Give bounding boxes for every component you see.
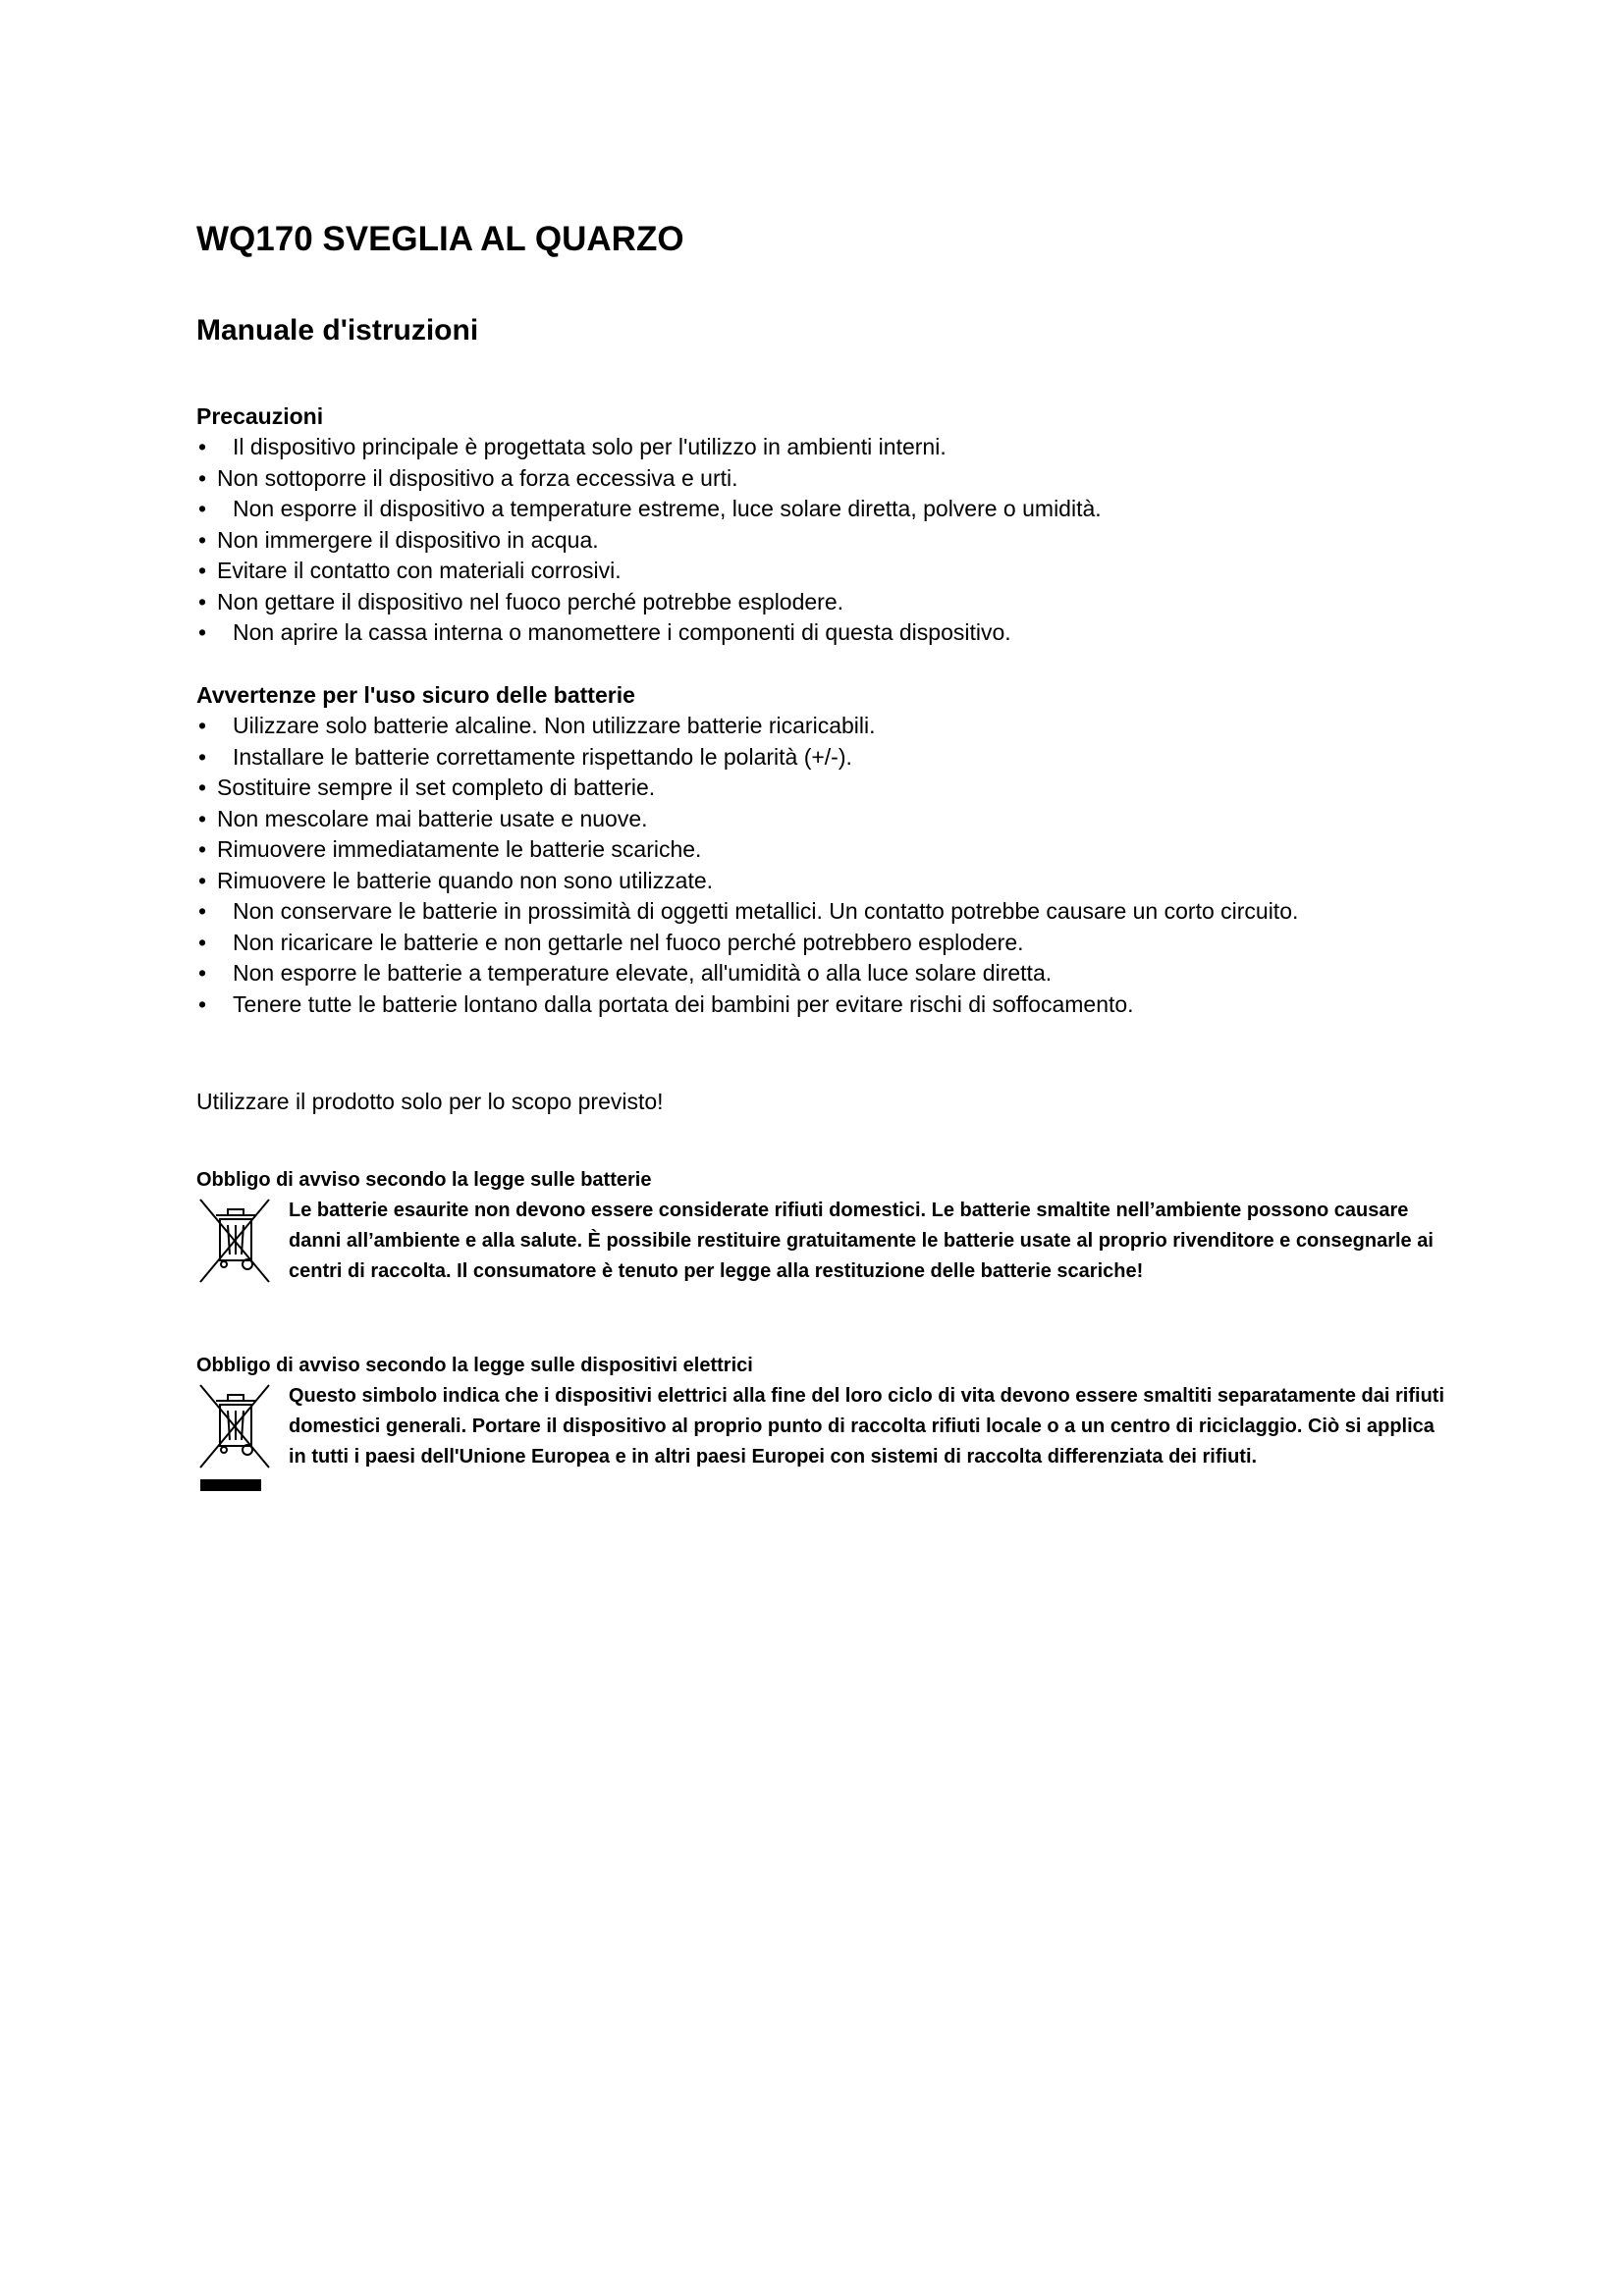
list-item <box>196 804 1453 835</box>
battery-law-heading: Obbligo di avviso secondo la legge sulle batterie <box>196 1169 652 1191</box>
bullet-icon: • <box>198 990 207 1017</box>
weee-law-text: Questo simbolo indica che i dispositivi elettrici alla fine del loro ciclo di vita devono essere smaltiti separatamente dai rifiuti domestici generali. Portare il dispositivo al proprio punto di raccolta rifiuti locale o a un centro di riciclaggio. Ciò si applica in tutti i paesi dell'Unione Europea e in altri paesi Europei con sistemi di raccolta differenziata dei rifiuti. <box>289 1385 1445 1468</box>
list-item-text: Il dispositivo principale è progettata solo per l'utilizzo in ambienti interni. <box>233 434 947 459</box>
bullet-icon: • <box>198 588 207 614</box>
list-item-text: Non sottoporre il dispositivo a forza eccessiva e urti. <box>217 464 738 491</box>
battery-law-body <box>196 1196 1453 1287</box>
battery-warnings-section <box>196 680 1453 1020</box>
precautions-list <box>196 432 1453 649</box>
bullet-icon: • <box>198 526 207 553</box>
bullet-icon: • <box>198 619 207 645</box>
list-item <box>196 989 1453 1021</box>
bullet-icon: • <box>198 464 207 491</box>
list-item <box>196 617 1453 649</box>
list-item <box>196 958 1453 989</box>
list-item <box>196 432 1453 463</box>
bullet-icon: • <box>198 805 207 831</box>
list-item <box>196 494 1453 525</box>
bullet-icon: • <box>198 496 207 521</box>
crossed-out-bin-icon <box>196 1196 273 1286</box>
weee-law-body <box>196 1381 1453 1472</box>
battery-law-notice <box>196 1166 1453 1287</box>
precautions-section <box>196 401 1453 649</box>
battery-warnings-heading: Avvertenze per l'uso sicuro delle batterie <box>196 682 635 708</box>
list-item <box>196 928 1453 959</box>
document-title: WQ170 SVEGLIA AL QUARZO <box>196 220 684 258</box>
list-item <box>196 742 1453 774</box>
bullet-icon: • <box>198 960 207 986</box>
list-item-text: Rimuovere le batterie quando non sono utilizzate. <box>217 867 714 893</box>
list-item <box>196 896 1453 928</box>
weee-law-heading: Obbligo di avviso secondo la legge sulle dispositivi elettrici <box>196 1355 753 1376</box>
bullet-icon: • <box>198 836 207 862</box>
weee-law-notice <box>196 1352 1453 1497</box>
list-item-text: Non mescolare mai batterie usate e nuove. <box>217 805 648 831</box>
list-item-text: Non gettare il dispositivo nel fuoco perché potrebbe esplodere. <box>217 588 844 614</box>
battery-law-text: Le batterie esaurite non devono essere considerate rifiuti domestici. Le batterie smaltite nell’ambiente possono causare danni all’ambiente e alla salute. È possibile restituire gratuitamente le batterie usate al proprio rivenditore e consegnarle ai centri di raccolta. Il consumatore è tenuto per legge alla restituzione delle batterie scariche! <box>289 1200 1434 1282</box>
crossed-out-bin-with-bar-icon <box>196 1381 273 1497</box>
list-item-text: Tenere tutte le batterie lontano dalla portata dei bambini per evitare rischi di soffocamento. <box>233 990 1134 1017</box>
list-item-text: Non aprire la cassa interna o manomettere i componenti di questa dispositivo. <box>233 619 1011 645</box>
list-item-text: Non conservare le batterie in prossimità di oggetti metallici. Un contatto potrebbe causare un corto circuito. <box>233 898 1299 924</box>
list-item-text: Uilizzare solo batterie alcaline. Non utilizzare batterie ricaricabili. <box>233 713 876 738</box>
bullet-icon: • <box>198 929 207 955</box>
list-item <box>196 463 1453 495</box>
list-item-text: Sostituire sempre il set completo di batterie. <box>217 774 656 800</box>
list-item-text: Installare le batterie correttamente rispettando le polarità (+/-). <box>233 743 852 770</box>
intended-use-note: Utilizzare il prodotto solo per lo scopo previsto! <box>196 1089 664 1114</box>
list-item <box>196 711 1453 742</box>
list-item <box>196 866 1453 897</box>
list-item <box>196 525 1453 557</box>
list-item <box>196 773 1453 804</box>
list-item-text: Non ricaricare le batterie e non gettarle nel fuoco perché potrebbero esplodere. <box>233 929 1024 955</box>
list-item-text: Evitare il contatto con materiali corrosivi. <box>217 558 622 583</box>
list-item-text: Rimuovere immediatamente le batterie scariche. <box>217 836 702 862</box>
list-item <box>196 587 1453 618</box>
bullet-icon: • <box>198 743 207 770</box>
document-subtitle: Manuale d'istruzioni <box>196 314 479 347</box>
bullet-icon: • <box>198 558 207 583</box>
precautions-heading: Precauzioni <box>196 403 324 429</box>
battery-warnings-list <box>196 711 1453 1020</box>
bullet-icon: • <box>198 713 207 738</box>
list-item-text: Non immergere il dispositivo in acqua. <box>217 526 599 553</box>
list-item <box>196 556 1453 587</box>
bullet-icon: • <box>198 898 207 924</box>
list-item-text: Non esporre il dispositivo a temperature estreme, luce solare diretta, polvere o umidità. <box>233 496 1102 521</box>
list-item-text: Non esporre le batterie a temperature elevate, all'umidità o alla luce solare diretta. <box>233 960 1053 986</box>
list-item <box>196 834 1453 866</box>
bullet-icon: • <box>198 867 207 893</box>
bullet-icon: • <box>198 774 207 800</box>
bullet-icon: • <box>198 434 207 459</box>
